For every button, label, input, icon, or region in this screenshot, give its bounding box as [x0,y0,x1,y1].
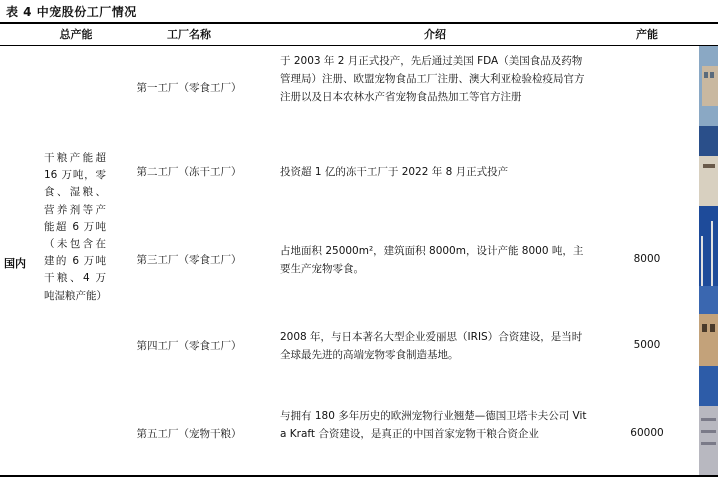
header-rule [0,45,718,46]
factory-production-5: 60000 [630,427,664,439]
factory-intro-1: 于 2003 年 2 月正式投产，先后通过美国 FDA（美国食品及药物管理局）注册、欧盟宠物食品工厂注册、澳大利亚检验检疫局官方注册以及日本农林水产省宠物食品热加工等官方注册 [280,55,585,103]
table-title: 表 4 中宠股份工厂情况 [6,5,137,19]
factory-production-3: 8000 [633,253,661,265]
factory-intro-3: 占地面积 25000m²，建筑面积 8000m，设计产能 8000 吨，主要生产宠物零食。 [280,245,584,275]
factory-name-3: 第三工厂（零食工厂） [136,254,242,266]
factory-name-5: 第五工厂（宠物干粮） [136,428,242,440]
factory-name-1: 第一工厂（零食工厂） [136,82,242,94]
factory-intro-2: 投资超 1 亿的冻干工厂于 2022 年 8 月正式投产 [280,166,509,178]
factory-name-2: 第二工厂（冻干工厂） [136,166,242,178]
factory-name-4: 第四工厂（零食工厂） [136,340,242,352]
total-capacity-text: 干粮产能超 16 万吨，零食、湿粮、营养剂等产能超 6 万吨（未包含在建的 6 万吨干粮、4 万吨湿粮产能） [44,152,107,302]
region-label: 国内 [4,257,26,270]
factory-intro-5: 与拥有 180 多年历史的欧洲宠物行业翘楚—德国卫塔卡夫公司 Vita Kraft 合资建设，是真正的中国首家宠物干粮合资企业 [280,410,587,440]
factory-production-4: 5000 [633,339,661,351]
header-total-capacity: 总产能 [59,28,93,41]
header-intro: 介绍 [424,28,446,41]
header-production: 产能 [636,28,658,41]
factory-photo-strip [699,46,718,475]
header-factory-name: 工厂名称 [167,28,211,41]
table-bottom-rule [0,475,718,477]
factory-intro-4: 2008 年，与日本著名大型企业爱丽思（IRIS）合资建设，是当时全球最先进的高端宠物零食制造基地。 [280,331,583,361]
